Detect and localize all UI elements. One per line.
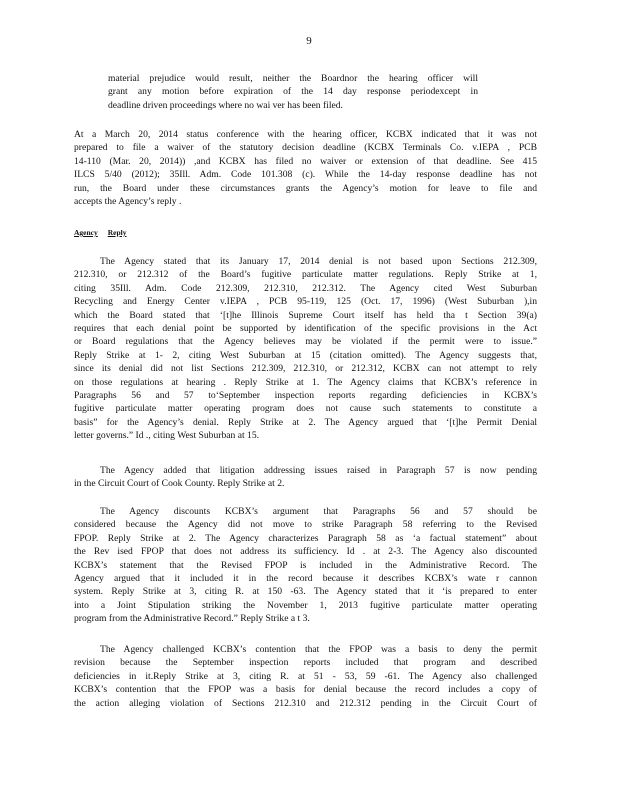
text-line: run, the Board under these circumstances grants the Agency’s motion for leave to file and	[74, 182, 537, 194]
text-line: Paragraphs 56 and 57 to‘September inspection reports regarding deficiencies in KCBX’s	[74, 390, 537, 402]
text-line: At a March 20, 2014 status conference with the hearing officer, KCBX indicated that it was not	[74, 129, 537, 140]
text-line: 212.310, or 212.312 of the Board’s fugitive particulate matter regulations. Reply Strike at 1,	[74, 269, 537, 281]
text-line: letter governs.” Id ., citing West Suburban at 15.	[74, 430, 260, 442]
text-line: grant any motion before expiration of the 14 day response periodexcept in	[108, 86, 478, 98]
text-line: fugitive particulate matter operating program does not cause such statements to constitute a	[74, 403, 537, 415]
block-quote	[108, 72, 478, 112]
page-number: 9	[306, 35, 312, 47]
paragraph	[74, 255, 537, 443]
text-line: the action alleging violation of Sections 212.310 and 212.312 pending in the Circuit Court of	[74, 697, 537, 709]
heading-word: Reply	[107, 228, 127, 237]
text-line: deadline driven proceedings where no wai ver has been filed.	[108, 99, 343, 111]
section-heading	[74, 228, 137, 237]
text-line: on those regulations at hearing . Reply Strike at 1. The Agency claims that KCBX’s reference in	[74, 376, 537, 388]
paragraph	[74, 643, 537, 710]
text-line: KCBX’s statement that the Revised FPOP is included in the Administrative Record. The	[74, 559, 537, 571]
text-line: requires that each denial point be supported by identification of the specific provisions in the Act	[74, 323, 537, 335]
text-line: FPOP. Reply Strike at 2. The Agency characterizes Paragraph 58 as ‘a factual statement” about	[74, 532, 537, 544]
text-line: deficiencies in it.Reply Strike at 3, citing R. at 51 - 53, 59 -61. The Agency also challenged	[74, 670, 537, 682]
text-line: into a Joint Stipulation striking the November 1, 2013 fugitive particulate matter operating	[74, 599, 537, 611]
text-line: the Rev ised FPOP that does not address its sufficiency. Id . at 2-3. The Agency also discounted	[74, 546, 537, 558]
text-line: The Agency discounts KCBX’s argument that Paragraphs 56 and 57 should be	[100, 506, 537, 517]
text-line: accepts the Agency’s reply .	[74, 196, 182, 208]
text-line: Reply Strike at 1- 2, citing West Suburban at 15 (citation omitted). The Agency suggests that,	[74, 349, 537, 361]
text-line: The Agency challenged KCBX’s contention that the FPOP was a basis to deny the permit	[100, 644, 537, 655]
text-line: which the Board stated that ‘[t]he Illinois Supreme Court itself has held tha t Section 39(a)	[74, 309, 537, 321]
paragraph	[74, 464, 537, 491]
text-line: program from the Administrative Record.” Reply Strike a t 3.	[74, 613, 310, 625]
heading-word: Agency	[74, 228, 98, 237]
text-line: ILCS 5/40 (2012); 35Ill. Adm. Code 101.308 (c). While the 14-day response deadline has not	[74, 169, 537, 181]
text-line: system. Reply Strike at 3, citing R. at 150 -63. The Agency stated that it ‘is prepared to enter	[74, 586, 537, 598]
text-line: citing 35Ill. Adm. Code 212.309, 212.310, 212.312. The Agency cited West Suburban	[74, 282, 537, 294]
paragraph	[74, 505, 537, 626]
text-line: since its denial did not list Sections 212.309, 212.310, or 212.312, KCBX can not attempt to rely	[74, 363, 537, 375]
text-line: Agency argued that it included it in the record because it describes KCBX’s wate r cannon	[74, 573, 537, 585]
text-line: Recycling and Energy Center v.IEPA , PCB 95-119, 125 (Oct. 17, 1996) (West Suburban ),in	[74, 296, 537, 308]
text-line: revision because the September inspection reports included that program and described	[74, 657, 537, 669]
text-line: The Agency stated that its January 17, 2014 denial is not based upon Sections 212.309,	[100, 256, 537, 267]
text-line: basis” for the Agency’s denial. Reply Strike at 2. The Agency argued that ‘[t]he Permit Denial	[74, 416, 537, 428]
text-line: prepared to file a waiver of the statutory decision deadline (KCBX Terminals Co. v.IEPA , PCB	[74, 142, 537, 154]
text-line: 14-110 (Mar. 20, 2014)) ,and KCBX has filed no waiver or extension of that deadline. See 415	[74, 155, 537, 167]
text-line: material prejudice would result, neither the Boardnor the hearing officer will	[108, 73, 478, 84]
text-line: or Board regulations that the Agency believes may be violated if the permit were to issue.”	[74, 336, 537, 348]
text-line: considered because the Agency did not move to strike Paragraph 58 referring to the Revised	[74, 519, 537, 531]
text-line: in the Circuit Court of Cook County. Reply Strike at 2.	[74, 478, 285, 490]
text-line: KCBX’s contention that the FPOP was a basis for denial because the record includes a copy of	[74, 684, 537, 696]
paragraph	[74, 128, 537, 208]
text-line: The Agency added that litigation addressing issues raised in Paragraph 57 is now pending	[100, 465, 537, 476]
